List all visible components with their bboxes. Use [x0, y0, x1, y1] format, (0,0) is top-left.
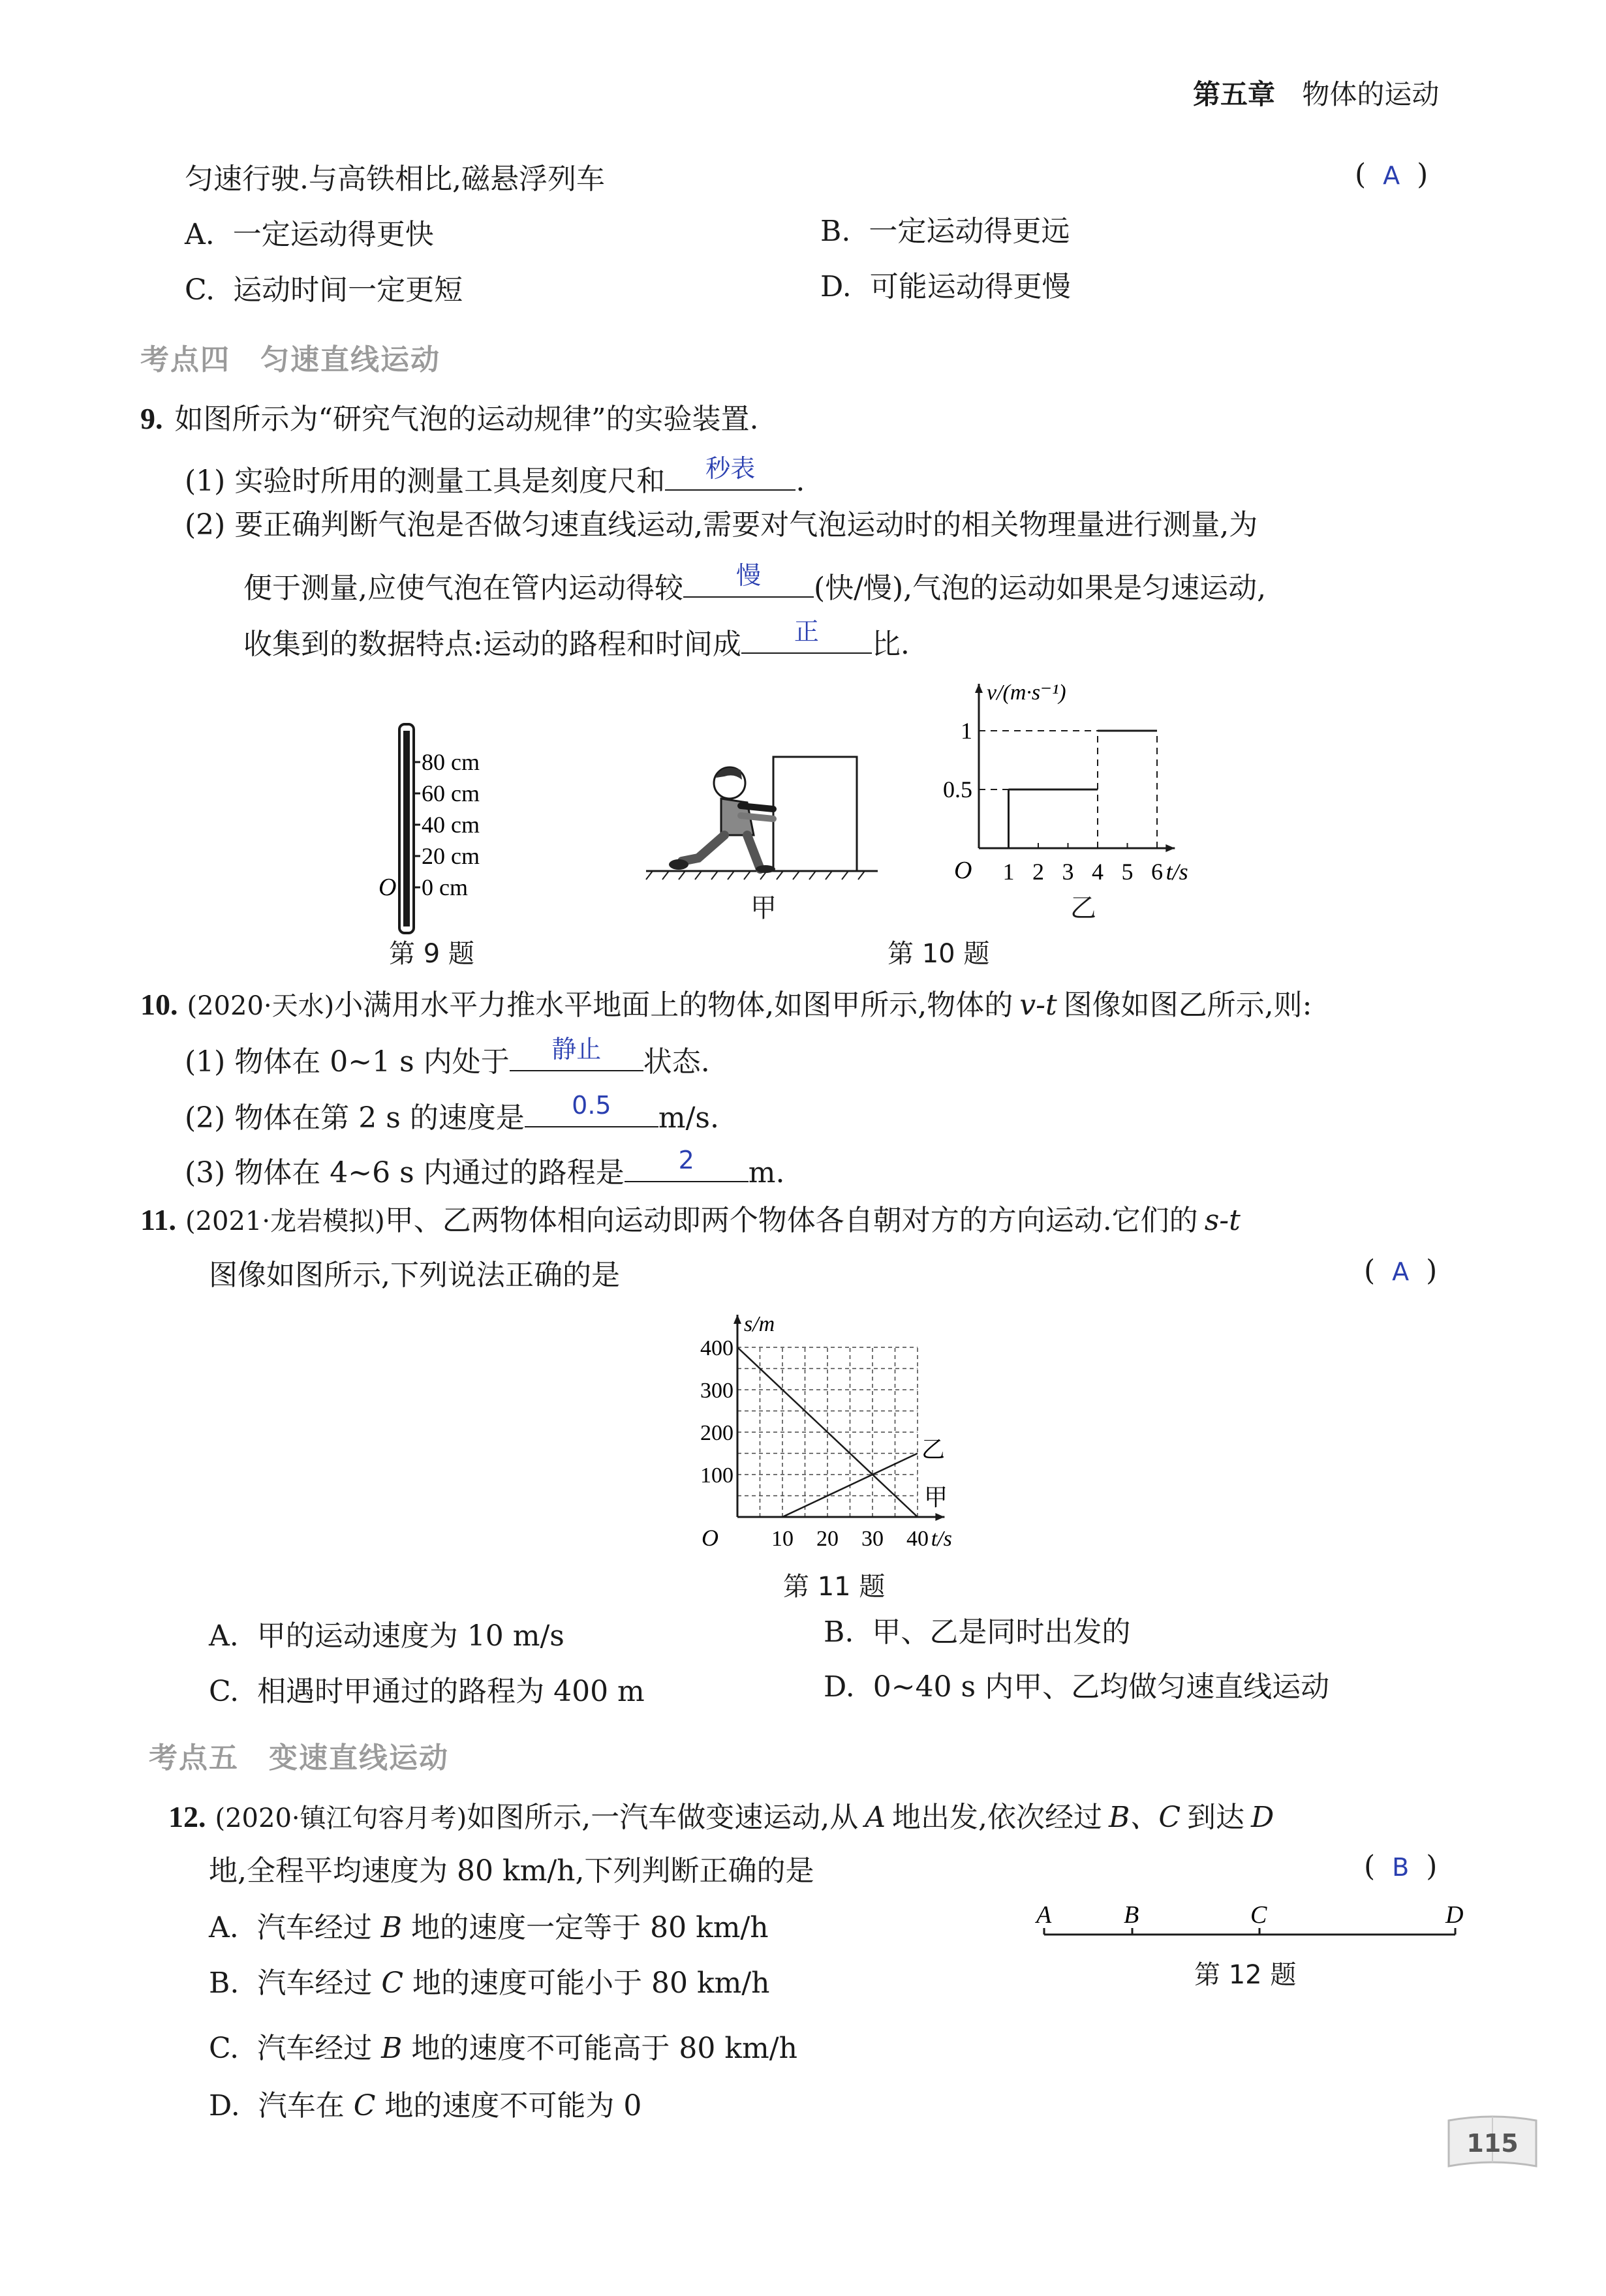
q9-answer2: 慢 — [735, 561, 761, 590]
q10-answer1: 静止 — [551, 1035, 602, 1064]
q10-part1: (1) 物体在 0~1 s 内处于 静止 状态. — [185, 1037, 710, 1082]
q12-option-a: A. 汽车经过 B 地的速度一定等于 80 km/h — [209, 1911, 769, 1944]
q11-option-c: C. 相遇时甲通过的路程为 400 m — [209, 1675, 645, 1708]
q8-option-a: A. 一定运动得更快 — [185, 218, 434, 251]
y-axis-arrow — [975, 684, 983, 693]
q10-stem: 10. (2020·天水)小满用水平力推水平地面上的物体,如图甲所示,物体的 v-t 图像如图乙所示,则: — [140, 988, 1312, 1022]
page-number: 115 — [1466, 2129, 1519, 2158]
tube-label-60: 60 cm — [422, 780, 480, 806]
tube-label-80: 80 cm — [422, 749, 480, 775]
section-heading-5: 考点五 变速直线运动 — [149, 1741, 449, 1775]
q12-option-c: C. 汽车经过 B 地的速度不可能高于 80 km/h — [209, 2032, 797, 2065]
q10-blank2 — [525, 1091, 658, 1127]
q11-stem-line2: 图像如图所示,下列说法正确的是 — [209, 1259, 620, 1292]
fig10-caption: 第 10 题 — [888, 939, 990, 969]
q10-answer2: 0.5 — [572, 1091, 611, 1120]
x-axis-arrow — [935, 1513, 944, 1521]
origin-label: O — [954, 857, 972, 884]
y-axis-arrow — [734, 1315, 741, 1324]
fig9-tube-diagram — [365, 711, 535, 946]
q11-answer-paren: ( A ) — [1364, 1254, 1438, 1287]
x-tick-label-2: 3 — [1062, 859, 1074, 885]
tube-label-0: 0 cm — [422, 874, 468, 900]
q8-option-b: B. 一定运动得更远 — [820, 215, 1070, 248]
fig12-line-diagram — [1025, 1895, 1468, 1948]
q10-blank1 — [510, 1037, 643, 1071]
series-label-jia: 甲 — [924, 1484, 948, 1510]
q9-answer3: 正 — [794, 617, 819, 646]
y-tick-label-0: 0.5 — [943, 776, 972, 803]
y-axis-label: v/(m·s⁻¹) — [987, 681, 1066, 705]
q12-stem: 12. (2020·镇江句容月考)如图所示,一汽车做变速运动,从 A 地出发,依次经过 B、C 到达 D — [168, 1800, 1274, 1834]
q11-option-d: D. 0~40 s 内甲、乙均做匀速直线运动 — [824, 1670, 1330, 1704]
q8-option-c: C. 运动时间一定更短 — [185, 273, 463, 307]
q10-blank3 — [625, 1148, 749, 1182]
q11-option-b: B. 甲、乙是同时出发的 — [824, 1615, 1131, 1649]
x-tick-label-1: 20 — [816, 1527, 839, 1551]
page-number-badge — [1444, 2113, 1541, 2175]
x-tick-label-5: 6 — [1151, 859, 1163, 885]
q12-option-b: B. 汽车经过 C 地的速度可能小于 80 km/h — [209, 1967, 770, 2000]
q9-part2-line3: 收集到的数据特点:运动的路程和时间成 正 比. — [243, 620, 910, 664]
tube-origin: O — [378, 874, 397, 901]
origin-label: O — [702, 1525, 718, 1551]
q12-stem-line2: 地,全程平均速度为 80 km/h,下列判断正确的是 — [209, 1854, 814, 1888]
x-axis-label: t/s — [1166, 859, 1188, 885]
point-d: D — [1445, 1901, 1464, 1929]
child-figure — [669, 767, 775, 873]
q11-stem: 11. (2021·龙岩模拟)甲、乙两物体相向运动即两个物体各自朝对方的方向运动.它们的 s-t — [140, 1203, 1241, 1237]
tube-label-20: 20 cm — [422, 843, 480, 869]
box — [773, 757, 857, 871]
series-label-yi: 乙 — [921, 1436, 946, 1463]
x-tick-label-2: 30 — [861, 1527, 884, 1551]
q10-part3: (3) 物体在 4~6 s 内通过的路程是 2 m. — [185, 1148, 784, 1193]
section-heading-4: 考点四 匀速直线运动 — [140, 343, 440, 376]
fig10-jia-label: 甲 — [750, 893, 777, 923]
q12-answer: B — [1392, 1853, 1410, 1882]
page-header — [1193, 73, 1439, 112]
q9-answer1: 秒表 — [705, 454, 756, 483]
q9-part1: (1) 实验时所用的测量工具是刻度尺和 秒表 . — [185, 457, 805, 501]
q12-option-d: D. 汽车在 C 地的速度不可能为 0 — [209, 2089, 642, 2122]
fig9-caption: 第 9 题 — [389, 939, 474, 969]
q9-blank3 — [741, 617, 872, 654]
point-b: B — [1124, 1901, 1139, 1929]
y-tick-label-3: 400 — [700, 1336, 734, 1360]
y-tick-label-1: 200 — [700, 1421, 734, 1445]
q10-answer3: 2 — [678, 1146, 694, 1174]
q8-answer-paren: ( A ) — [1355, 158, 1428, 191]
x-tick-label-3: 40 — [906, 1527, 929, 1551]
q8-answer: A — [1383, 161, 1400, 190]
q12-answer-paren: ( B ) — [1364, 1850, 1438, 1883]
chapter-title: 物体的运动 — [1302, 78, 1440, 110]
q9-stem: 9. 如图所示为“研究气泡的运动规律”的实验装置. — [140, 402, 759, 436]
y-axis-label: s/m — [744, 1312, 775, 1336]
fig11-st-chart — [672, 1305, 1011, 1566]
fig10-vt-chart — [933, 672, 1246, 913]
x-tick-label-1: 2 — [1032, 859, 1044, 885]
fig12-caption: 第 12 题 — [1194, 1960, 1297, 1990]
tube-label-40: 40 cm — [422, 812, 480, 838]
q11-answer: A — [1392, 1257, 1410, 1286]
x-tick-label-3: 4 — [1092, 859, 1104, 885]
q11-option-a: A. 甲的运动速度为 10 m/s — [209, 1619, 564, 1653]
x-axis-arrow — [1166, 844, 1175, 852]
q9-blank2 — [683, 561, 814, 598]
y-tick-label-1: 1 — [961, 718, 972, 744]
x-axis-label: t/s — [931, 1527, 952, 1551]
y-tick-label-0: 100 — [700, 1463, 734, 1488]
q9-blank1 — [665, 454, 795, 491]
tube-fill — [403, 731, 410, 926]
ground-hatch — [646, 871, 865, 880]
q8-stem: 匀速行驶.与高铁相比,磁悬浮列车 — [185, 162, 605, 196]
q8-option-d: D. 可能运动得更慢 — [820, 270, 1071, 303]
x-tick-label-0: 10 — [771, 1527, 794, 1551]
fig10-jia-diagram — [643, 744, 884, 907]
y-tick-label-2: 300 — [700, 1379, 734, 1403]
q9-part2-line1: (2) 要正确判断气泡是否做匀速直线运动,需要对气泡运动时的相关物理量进行测量,为 — [185, 508, 1258, 542]
point-c: C — [1250, 1901, 1267, 1929]
q9-part2-line2: 便于测量,应使气泡在管内运动得较 慢 (快/慢),气泡的运动如果是匀速运动, — [243, 564, 1266, 608]
q10-part2: (2) 物体在第 2 s 的速度是 0.5 m/s. — [185, 1094, 719, 1138]
x-tick-label-0: 1 — [1002, 859, 1015, 885]
point-a: A — [1036, 1901, 1052, 1929]
chapter-label: 第五章 — [1193, 78, 1276, 110]
fig10-yi-label: 乙 — [1070, 893, 1096, 923]
x-tick-label-4: 5 — [1121, 859, 1134, 885]
fig11-caption: 第 11 题 — [783, 1572, 886, 1602]
